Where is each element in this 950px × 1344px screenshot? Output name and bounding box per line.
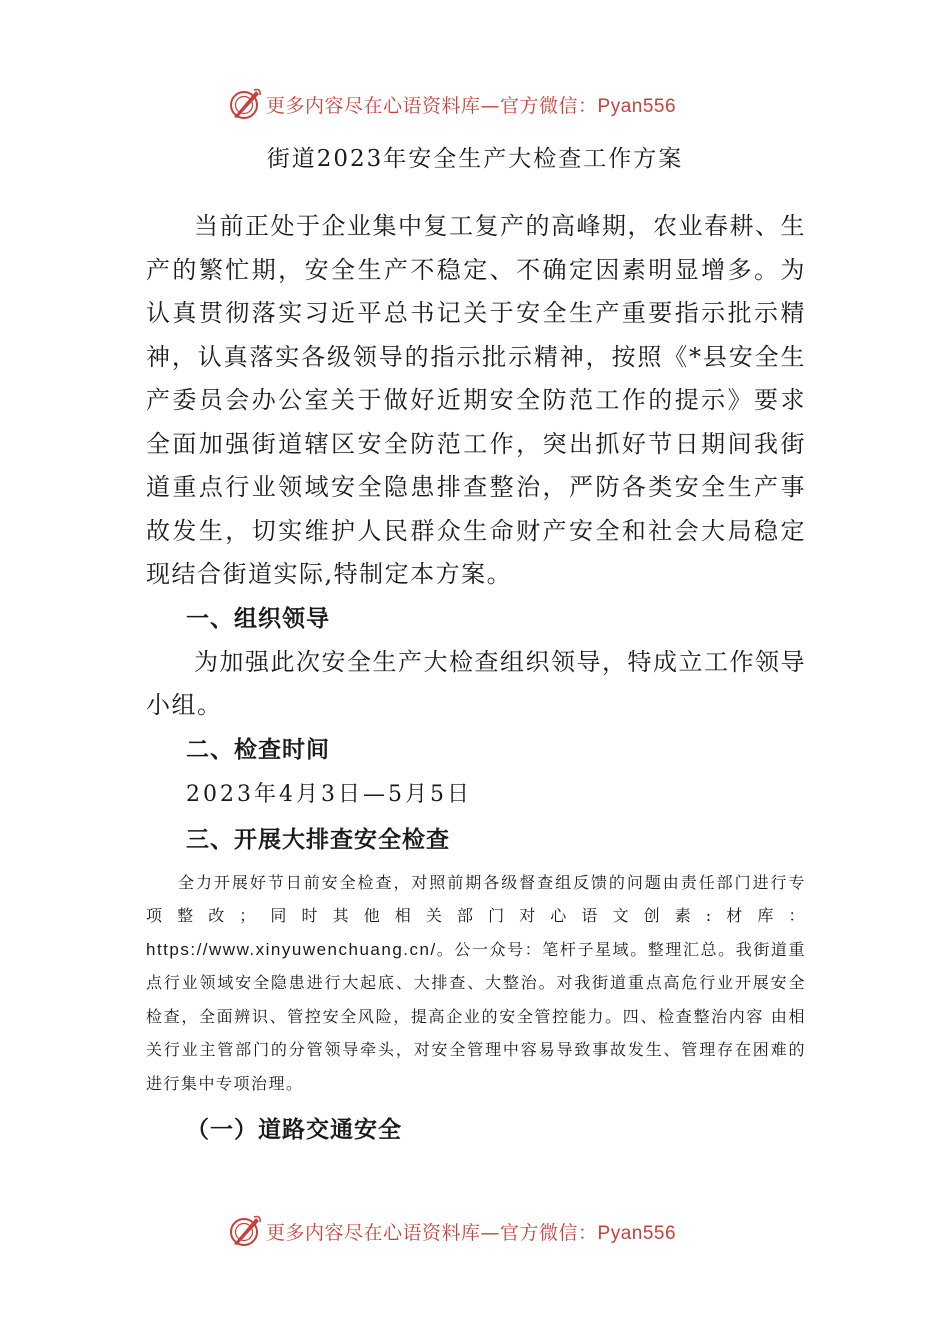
quill-seal-icon <box>228 87 262 121</box>
document-body <box>146 205 806 1152</box>
section-1-heading: 一、组织领导 <box>186 605 330 632</box>
quill-seal-icon <box>228 1214 262 1248</box>
section-3-heading: 三、开展大排查安全检查 <box>186 826 450 853</box>
watermark-footer <box>228 1211 748 1251</box>
watermark-header <box>228 84 748 124</box>
section-2-heading: 二、检查时间 <box>186 736 330 763</box>
resource-url: https://www.xinyuwenchuang.cn/ <box>146 939 437 959</box>
section-3-body: 全力开展好节日前安全检查，对照前期各级督查组反馈的问题由责任部门进行专项整改；同时其他相关部门对心语文创素:材库：https://www.xinyuwenchuang.cn/。公一众号：笔杆子星域。整理汇总。我街道重点行业领域安全隐患进行大起底、大排查、大整治。对我街道重点高危行业开展安全检查，全面辨识、管控安全风险，提高企业的安全管控能力。四、检查整治内容 由相关行业主管部门的分管领导牵头，对安全管理中容易导致事故发生、管理存在困难的进行集中专项治理。 <box>146 872 806 1093</box>
section-1-body: 为加强此次安全生产大检查组织领导，特成立工作领导小组。 <box>146 647 806 719</box>
document-title: 街道2023年安全生产大检查工作方案 <box>266 146 684 172</box>
watermark-text: 更多内容尽在心语资料库—官方微信：Pyan556 <box>266 1221 677 1244</box>
section-2-date: 2023年4月3日—5月5日 <box>186 781 472 807</box>
watermark-text: 更多内容尽在心语资料库—官方微信：Pyan556 <box>266 94 677 117</box>
intro-paragraph: 当前正处于企业集中复工复产的高峰期，农业春耕、生产的繁忙期，安全生产不稳定、不确定因素明显增多。为认真贯彻落实习近平总书记关于安全生产重要指示批示精神，认真落实各级领导的指示批示精神，按照《*县安全生产委员会办公室关于做好近期安全防范工作的提示》要求全面加强街道辖区安全防范工作，突出抓好节日期间我街道重点行业领域安全隐患排查整治，严防各类安全生产事故发生，切实维护人民群众生命财产安全和社会大局稳定现结合街道实际,特制定本方案。 <box>146 212 806 588</box>
subsection-1-heading: （一）道路交通安全 <box>186 1117 402 1143</box>
